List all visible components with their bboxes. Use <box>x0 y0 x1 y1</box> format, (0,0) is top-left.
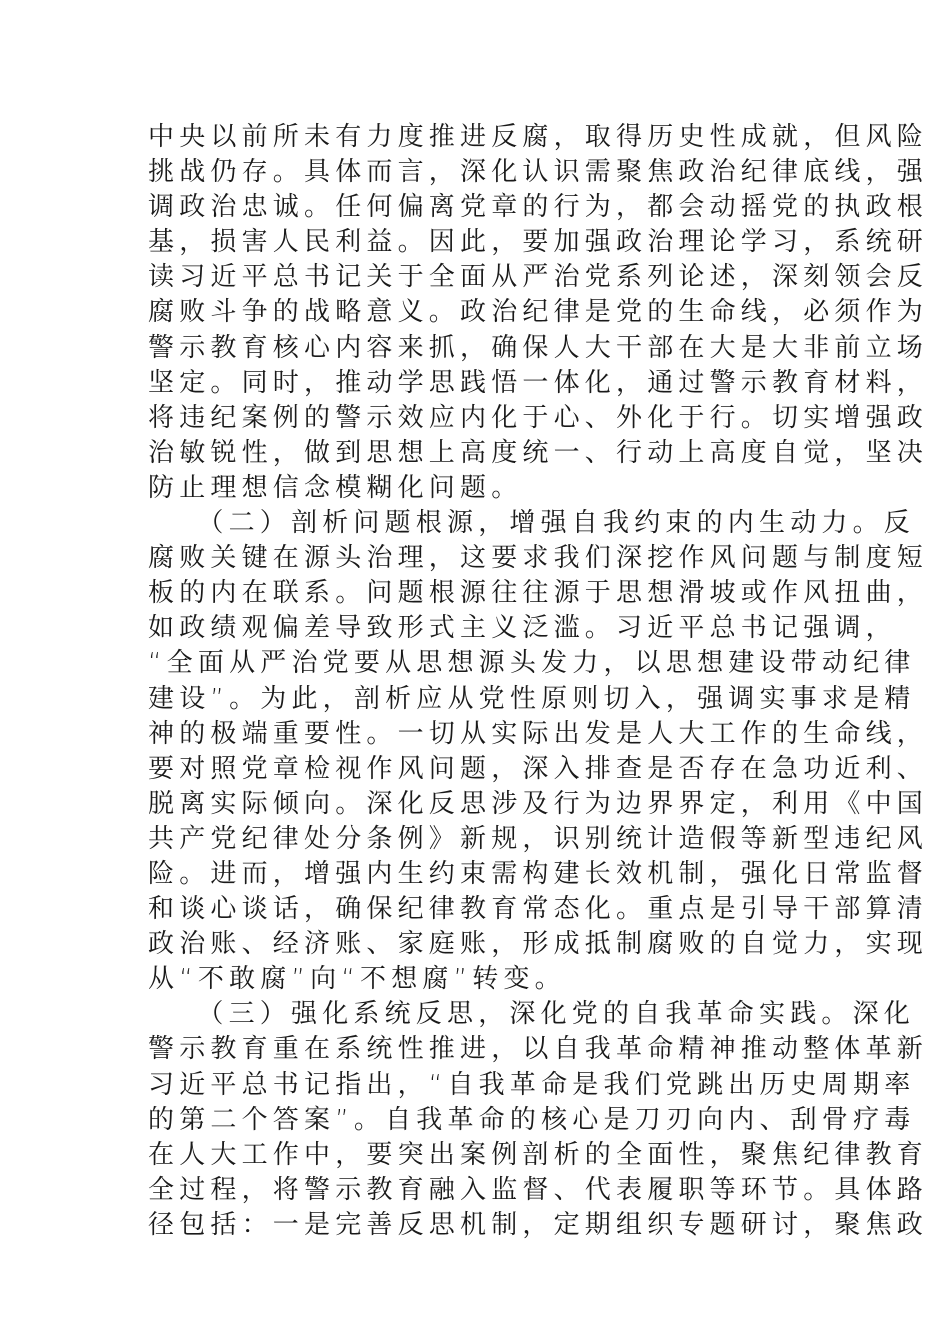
text-line: 中央以前所未有力度推进反腐，取得历史性成就，但风险 <box>148 122 929 152</box>
text-line: “全面从严治党要从思想源头发力，以思想建设带动纪律 <box>148 648 916 679</box>
text-line: 建设”。为此，剖析应从党性原则切入，强调实事求是精 <box>148 683 916 714</box>
paragraph-end-line: 防止理想信念模糊化问题。 <box>148 472 523 503</box>
section-heading-line-3: （三）强化系统反思，深化党的自我革命实践。深化 <box>148 999 916 1030</box>
text-line: 神的极端重要性。一切从实际出发是人大工作的生命线， <box>148 718 929 749</box>
text-line: 险。进而，增强内生约束需构建长效机制，强化日常监督 <box>148 858 929 889</box>
text-line: 板的内在联系。问题根源往往源于思想滑坡或作风扭曲， <box>148 578 929 609</box>
text-line: 腐败斗争的战略意义。政治纪律是党的生命线，必须作为 <box>148 297 929 328</box>
text-line: 的第二个答案”。自我革命的核心是刀刃向内、刮骨疗毒 <box>148 1104 916 1135</box>
text-line: 挑战仍存。具体而言，深化认识需聚焦政治纪律底线，强 <box>148 157 929 188</box>
text-line: 脱离实际倾向。深化反思涉及行为边界界定，利用《中国 <box>148 788 929 819</box>
text-line: 全过程，将警示教育融入监督、代表履职等环节。具体路 <box>148 1174 929 1205</box>
text-line: 基，损害人民利益。因此，要加强政治理论学习，系统研 <box>148 227 929 258</box>
text-line: 读习近平总书记关于全面从严治党系列论述，深刻领会反 <box>148 262 929 293</box>
text-line: 和谈心谈话，确保纪律教育常态化。重点是引导干部算清 <box>148 894 929 925</box>
text-line: 要对照党章检视作风问题，深入排查是否存在急功近利、 <box>148 753 929 784</box>
text-line: 警示教育核心内容来抓，确保人大干部在大是大非前立场 <box>148 332 929 363</box>
text-line: 习近平总书记指出，“自我革命是我们党跳出历史周期率 <box>148 1069 916 1100</box>
text-line: 警示教育重在系统性推进，以自我革命精神推动整体革新 <box>148 1034 929 1065</box>
text-line: 治敏锐性，做到思想上高度统一、行动上高度自觉，坚决 <box>148 437 929 468</box>
text-line: 坚定。同时，推动学思践悟一体化，通过警示教育材料， <box>148 367 929 398</box>
text-line: 腐败关键在源头治理，这要求我们深挖作风问题与制度短 <box>148 543 929 574</box>
paragraph-end-line: 从“不敢腐”向“不想腐”转变。 <box>148 964 566 995</box>
text-line: 在人大工作中，要突出案例剖析的全面性，聚焦纪律教育 <box>148 1139 929 1170</box>
text-line: 将违纪案例的警示效应内化于心、外化于行。切实增强政 <box>148 402 929 433</box>
text-line: 如政绩观偏差导致形式主义泛滥。习近平总书记强调， <box>148 613 897 644</box>
text-line: 调政治忠诚。任何偏离党章的行为，都会动摇党的执政根 <box>148 192 929 223</box>
text-line: 政治账、经济账、家庭账，形成抵制腐败的自觉力，实现 <box>148 929 929 960</box>
document-body <box>148 120 929 1243</box>
text-line: 径包括：一是完善反思机制，定期组织专题研讨，聚焦政 <box>148 1209 929 1240</box>
text-line: 共产党纪律处分条例》新规，识别统计造假等新型违纪风 <box>148 823 929 854</box>
section-heading-line-2: （二）剖析问题根源，增强自我约束的内生动力。反 <box>148 508 916 539</box>
